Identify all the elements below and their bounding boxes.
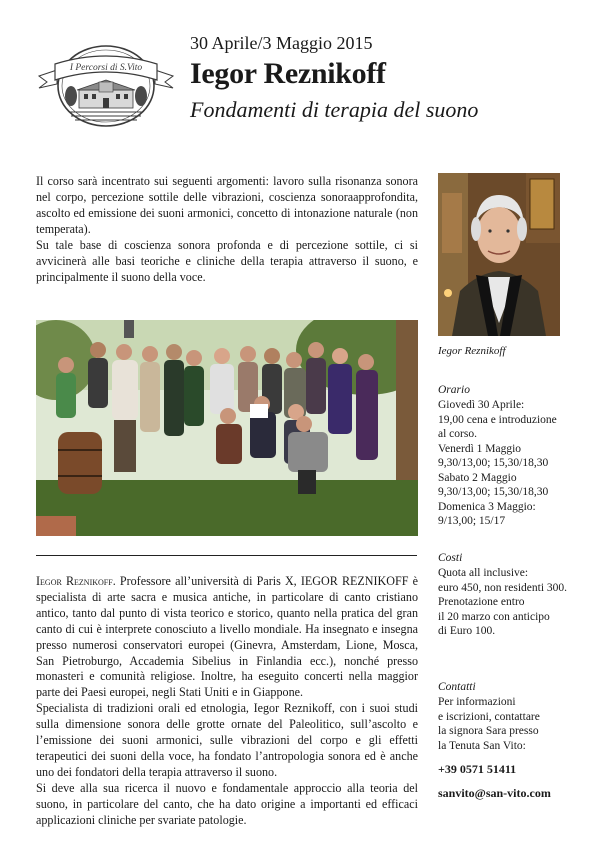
logo-emblem <box>35 40 177 130</box>
contacts-line: e iscrizioni, contattare <box>438 710 540 723</box>
email-link[interactable]: sanvito@san-vito.com <box>438 786 551 800</box>
bio-name: Iegor Reznikoff <box>36 574 113 588</box>
section-divider <box>36 555 417 556</box>
event-date: 30 Aprile/3 Maggio 2015 <box>190 33 373 53</box>
bio-text: . Professore all’università di Paris X, IEGOR REZNIKOFF è specialista di arte sacra e musica antiche, in particolare di canto cristiano antico, tanto dal punto di vista teorico e storico, quanto nella pratica del gran canto di cui è interprete conosciuto a livello mondiale. Ha insegnato e insegna presso numerosi conservatori europei (Ginevra, Amsterdam, Lione, Mosca, San Pietroburgo, Accademia Sibelius in Finlandia ecc.), nonché presso monasteri e comunità religiose. Inoltre, ha eseguito concerti nella maggior parte dei Paesi europei, negli Stati Uniti e in Giappone. <box>36 574 419 700</box>
schedule-section <box>438 383 578 529</box>
group-photo <box>36 320 418 536</box>
costs-line: Prenotazione entro <box>438 596 525 608</box>
bio-paragraph: Specialista di tradizioni orali ed etnologia, Iegor Reznikoff, con i suoi studi sulla dimensione sonora delle grotte ornate del Paleolitico, sull’ascolto e l’emissione dei suoni armonici, sulle vibrazioni del corpo e gli effetti terapeutici dei suoni della voce, ha fondato l’antropologia sonora ed è anche uno dei fondatori della terapia attraverso il suono. <box>36 701 418 779</box>
costs-line: il 20 marzo con anticipo <box>438 610 550 623</box>
costs-line: euro 450, non residenti 300. <box>438 581 568 594</box>
biography <box>36 574 418 829</box>
speaker-name: Iegor Reznikoff <box>190 57 386 90</box>
intro-text <box>36 173 418 285</box>
schedule-line: Domenica 3 Maggio: <box>438 500 536 513</box>
schedule-line: al corso. <box>438 428 477 440</box>
contacts-section <box>438 680 583 753</box>
bio-paragraph <box>36 574 418 701</box>
intro-paragraph: Il corso sarà incentrato sui seguenti argomenti: lavoro sulla risonanza sonora nel corpo, percezione sottile delle vibrazioni, coscienza sonoraapprofondita, ascolto ed emissione dei suoni armonici, concetto di intonazione naturale (non temperata). <box>36 174 418 236</box>
schedule-line: 9,30/13,00; 15,30/18,30 <box>438 486 549 498</box>
svg-text:I Percorsi di S.Vito: I Percorsi di S.Vito <box>69 63 143 73</box>
contacts-line: la Tenuta San Vito: <box>438 739 526 752</box>
schedule-line: 9/13,00; 15/17 <box>438 515 506 527</box>
schedule-line: Giovedì 30 Aprile: <box>438 399 525 411</box>
contacts-heading: Contatti <box>438 681 476 693</box>
costs-section <box>438 551 588 639</box>
contacts-line: la signora Sara presso <box>438 725 539 737</box>
schedule-line: Venerdì 1 Maggio <box>438 442 522 455</box>
schedule-line: Sabato 2 Maggio <box>438 471 517 484</box>
phone-number[interactable]: +39 0571 51411 <box>438 762 517 776</box>
schedule-line: 19,00 cena e introduzione <box>438 413 557 426</box>
intro-paragraph: Su tale base di coscienza sonora profonda e di percezione sottile, ci si avvicinerà alle basi teoriche e cliniche della terapia attraverso il suono, e principalmente il suono della voce. <box>36 238 418 284</box>
portrait-photo <box>438 173 560 336</box>
bio-paragraph: Si deve alla sua ricerca il nuovo e fondamentale approccio alla teoria del suono, in particolare del canto, che ha dato origine a importanti ed efficaci applicazioni cliniche per svariate patologie. <box>36 780 418 827</box>
costs-heading: Costi <box>438 552 463 564</box>
costs-line: Quota all inclusive: <box>438 567 529 579</box>
schedule-heading: Orario <box>438 384 470 396</box>
costs-line: di Euro 100. <box>438 625 496 637</box>
portrait-caption: Iegor Reznikoff <box>438 345 506 357</box>
logo <box>35 40 177 130</box>
course-title: Fondamenti di terapia del suono <box>190 97 479 122</box>
contacts-line: Per informazioni <box>438 696 516 708</box>
schedule-line: 9,30/13,00; 15,30/18,30 <box>438 457 549 469</box>
